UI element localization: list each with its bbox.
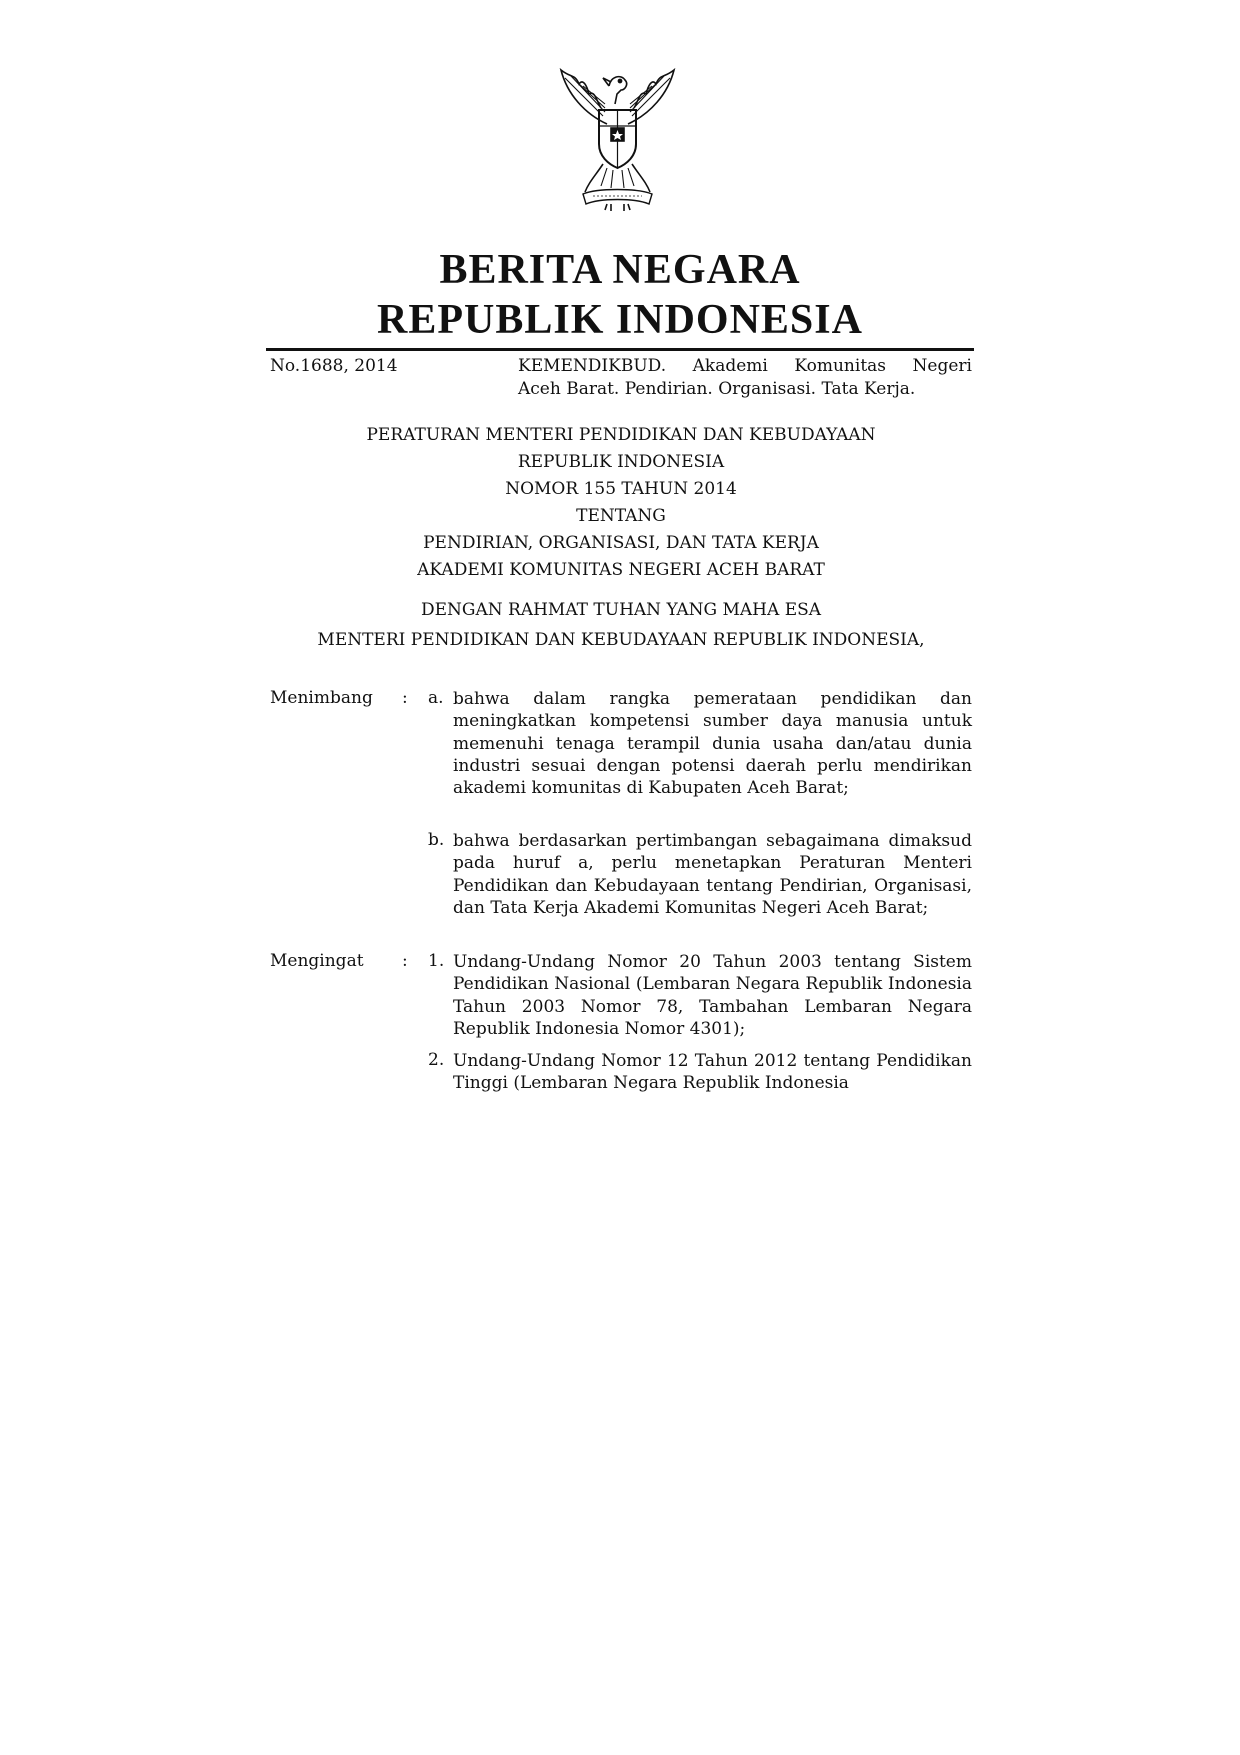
regulation-title-line1: PERATURAN MENTERI PENDIDIKAN DAN KEBUDAYAAN (366, 425, 876, 445)
regulation-subject-line2: AKADEMI KOMUNITAS NEGERI ACEH BARAT (417, 560, 825, 580)
invocation: DENGAN RAHMAT TUHAN YANG MAHA ESA (420, 600, 822, 620)
masthead-title-line1: BERITA NEGARA (439, 247, 801, 293)
gazette-number: No.1688, 2014 (270, 356, 398, 376)
garuda-emblem (545, 64, 690, 214)
regulation-number: NOMOR 155 TAHUN 2014 (505, 479, 737, 499)
gazette-subject-line1: KEMENDIKBUD. Akademi Komunitas Negeri (518, 356, 972, 376)
mengingat-colon: : (402, 951, 408, 971)
masthead-title-line2: REPUBLIK INDONESIA (377, 297, 863, 343)
minister-line: MENTERI PENDIDIKAN DAN KEBUDAYAAN REPUBLIK INDONESIA, (317, 630, 925, 650)
menimbang-item-b: bahwa berdasarkan pertimbangan sebagaimana dimaksud pada huruf a, perlu menetapkan Peraturan Menteri Pendidikan dan Kebudayaan tentang Pendirian, Organisasi, dan Tata Kerja Akademi Komunitas Negeri Aceh Barat; (453, 831, 972, 918)
gazette-subject-line2: Aceh Barat. Pendirian. Organisasi. Tata Kerja. (518, 379, 916, 399)
menimbang-marker-b: b. (428, 830, 445, 850)
mengingat-marker-2: 2. (428, 1050, 445, 1070)
mengingat-marker-1: 1. (428, 951, 445, 971)
menimbang-marker-a: a. (428, 688, 444, 708)
regulation-subject-line1: PENDIRIAN, ORGANISASI, DAN TATA KERJA (423, 533, 819, 553)
menimbang-label: Menimbang (270, 688, 373, 708)
masthead-divider (266, 348, 974, 351)
mengingat-item-1: Undang-Undang Nomor 20 Tahun 2003 tentang Sistem Pendidikan Nasional (Lembaran Negara Republik Indonesia Tahun 2003 Nomor 78, Tambahan Lembaran Negara Republik Indonesia Nomor 4301); (453, 952, 972, 1039)
mengingat-label: Mengingat (270, 951, 364, 971)
regulation-title-line2: REPUBLIK INDONESIA (517, 452, 725, 472)
mengingat-item-2: Undang-Undang Nomor 12 Tahun 2012 tentang Pendidikan Tinggi (Lembaran Negara Republik Indonesia (453, 1051, 972, 1094)
regulation-tentang: TENTANG (576, 506, 666, 526)
menimbang-item-a: bahwa dalam rangka pemerataan pendidikan dan meningkatkan kompetensi sumber daya manusia untuk memenuhi tenaga terampil dunia usaha dan/atau dunia industri sesuai dengan potensi daerah perlu mendirikan akademi komunitas di Kabupaten Aceh Barat; (453, 689, 972, 799)
menimbang-colon: : (402, 688, 408, 708)
